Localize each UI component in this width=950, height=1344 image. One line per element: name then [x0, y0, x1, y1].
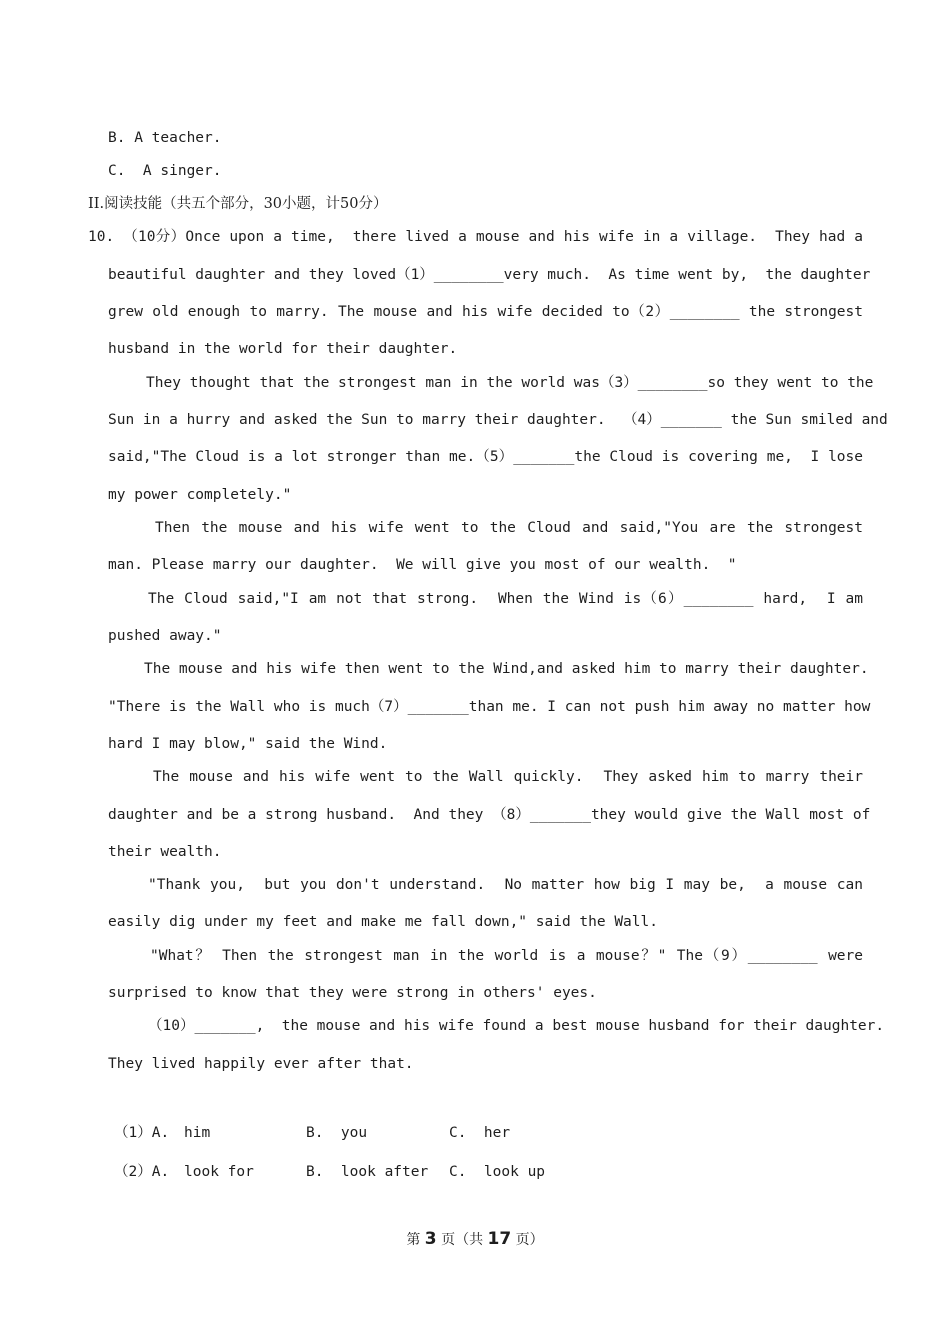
passage-line: Sun in a hurry and asked the Sun to marry their daughter. （4）_______ the Sun smiled and	[108, 412, 888, 428]
passage-line: their wealth.	[108, 844, 222, 860]
option-a: look for	[184, 1164, 254, 1180]
option-a: him	[184, 1125, 211, 1141]
prev-option-c: C. A singer.	[108, 163, 222, 179]
option-c: C. her	[449, 1125, 511, 1141]
option-row-1	[114, 1123, 614, 1143]
footer-text: 第	[406, 1232, 421, 1248]
option-c: C. look up	[449, 1164, 546, 1180]
option-b: B. look after	[306, 1164, 429, 1180]
option-number: （2）A.	[114, 1164, 170, 1180]
section-heading: II.阅读技能（共五个部分，30小题，计50分）	[88, 196, 388, 212]
passage-line: easily dig under my feet and make me fall down," said the Wall.	[108, 914, 658, 930]
passage-line: The mouse and his wife then went to the Wind,and asked him to marry their daughter.	[144, 661, 869, 677]
passage-line: surprised to know that they were strong in others' eyes.	[108, 985, 597, 1001]
passage-line: my power completely."	[108, 487, 292, 503]
passage-line: grew old enough to marry. The mouse and his wife decided to（2）________ the strongest	[108, 304, 863, 320]
passage-line: hard I may blow," said the Wind.	[108, 736, 388, 752]
page-footer	[0, 1229, 950, 1250]
passage-line: Then the mouse and his wife went to the Cloud and said,"You are the strongest	[155, 520, 863, 536]
passage-line: The mouse and his wife went to the Wall quickly. They asked him to marry their	[153, 769, 863, 785]
option-number: （1）A.	[114, 1125, 170, 1141]
passage-line: 10. （10分）Once upon a time, there lived a mouse and his wife in a village. They had a	[88, 229, 863, 245]
passage-line: beautiful daughter and they loved（1）________very much. As time went by, the daughter	[108, 267, 871, 283]
passage-line: They lived happily ever after that.	[108, 1056, 414, 1072]
footer-text: 页（共	[441, 1232, 484, 1248]
passage-line: "There is the Wall who is much（7）_______than me. I can not push him away no matter how	[108, 699, 871, 715]
passage-line: daughter and be a strong husband. And they （8）_______they would give the Wall most of	[108, 807, 871, 823]
prev-option-b: B. A teacher.	[108, 130, 222, 146]
passage-line: They thought that the strongest man in the world was（3）________so they went to the	[146, 375, 874, 391]
passage-line: （10）_______, the mouse and his wife found a best mouse husband for their daughter.	[148, 1018, 885, 1034]
footer-text: 页）	[515, 1232, 544, 1248]
passage-line: man. Please marry our daughter. We will give you most of our wealth. "	[108, 557, 737, 573]
passage-line: "What？ Then the strongest man in the world is a mouse？" The（9）________ were	[150, 948, 863, 964]
passage-line: said,"The Cloud is a lot stronger than me.（5）_______the Cloud is covering me, I lose	[108, 449, 863, 465]
option-b: B. you	[306, 1125, 368, 1141]
passage-line: The Cloud said,"I am not that strong. When the Wind is（6）________ hard, I am	[148, 591, 863, 607]
total-page-number: 17	[487, 1229, 512, 1249]
passage-line: pushed away."	[108, 628, 222, 644]
option-row-2	[114, 1162, 614, 1182]
passage-line: "Thank you, but you don't understand. No matter how big I may be, a mouse can	[148, 877, 863, 893]
current-page-number: 3	[424, 1229, 437, 1249]
passage-line: husband in the world for their daughter.	[108, 341, 458, 357]
